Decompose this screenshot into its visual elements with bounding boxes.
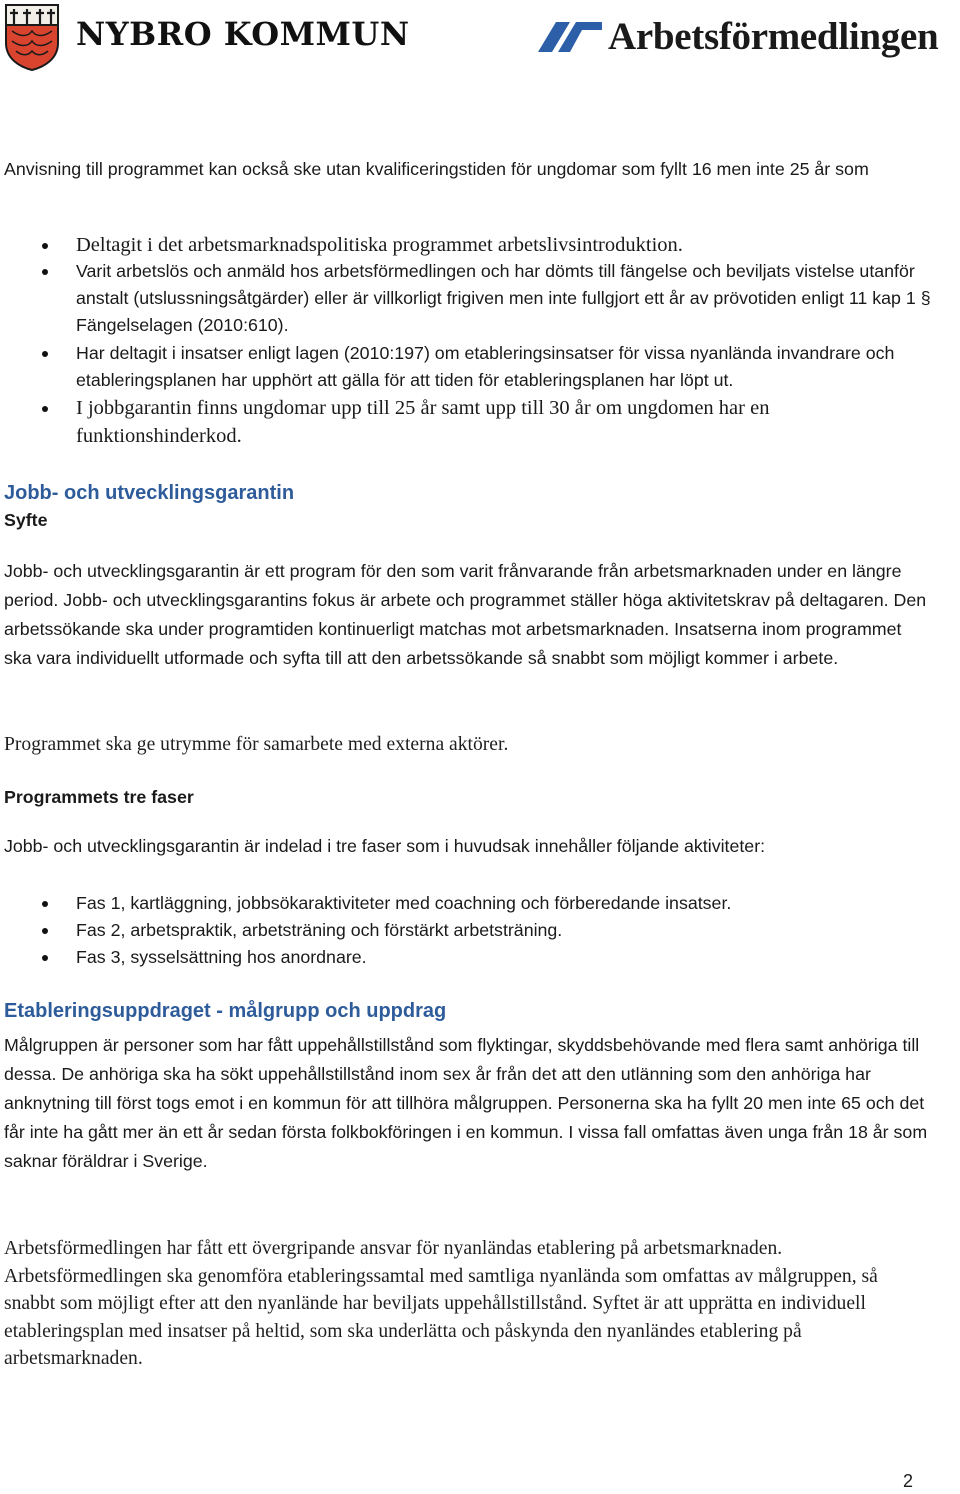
- jobb-serif-paragraph: Programmet ska ge utrymme för samarbete med externa aktörer.: [4, 734, 509, 755]
- phases-heading: Programmets tre faser: [4, 787, 194, 807]
- list-item: I jobbgarantin finns ungdomar upp till 25 år samt upp till 30 år om ungdomen har en funktionshinderkod.: [4, 394, 934, 450]
- phases-heading-block: [4, 787, 934, 808]
- section-heading: Etableringsuppdraget - målgrupp och uppdrag: [4, 1000, 447, 1022]
- phases-list-block: [4, 890, 934, 972]
- jobb-paragraph: Jobb- och utvecklingsgarantin är ett program för den som varit frånvarande från arbetsmarknaden under en längre period. Jobb- och utvecklingsgarantins fokus är arbete och programmet ställer höga aktivitetskrav på deltagaren. Den arbetssökande ska under programtiden kontinuerligt matchas mot arbetsmarknaden. Insatserna inom programmet ska vara individuellt utformade och syfta till att den arbetssökande så snabbt som möjligt kommer i arbete.: [4, 561, 927, 668]
- intro-list-section: [4, 231, 934, 450]
- list-item: Har deltagit i insatser enligt lagen (2010:197) om etableringsinsatser för vissa nyanlända invandrare och etableringsplanen har upphört att gälla för att tiden för etableringsplanen har löpt ut.: [4, 340, 934, 394]
- list-item: Fas 3, sysselsättning hos anordnare.: [4, 944, 934, 971]
- arbetsformedlingen-logo: [536, 8, 938, 64]
- etablering-paragraph: Målgruppen är personer som har fått uppehållstillstånd som flyktingar, skyddsbehövande med flera samt anhöriga till dessa. De anhöriga ska ha sökt uppehållstillstånd inom sex år från det att den utlänning som den anhöriga har anknytning till först togs emot i en kommun för att tillhöra målgruppen. Personerna ska ha fyllt 20 men inte 65 och det får inte ha gått mer än ett år sedan första folkbokföringen i en kommun. I vissa fall omfattas även unga från 18 år som saknar föräldrar i Sverige.: [4, 1035, 928, 1171]
- phases-intro: Jobb- och utvecklingsgarantin är indelad i tre faser som i huvudsak innehåller följande aktiviteter:: [4, 836, 766, 856]
- intro-bullet-list: [4, 231, 934, 450]
- etablering-paragraph-block: [4, 1031, 934, 1176]
- section-heading: Jobb- och utvecklingsgarantin: [4, 482, 295, 504]
- list-item: Varit arbetslös och anmäld hos arbetsförmedlingen och har dömts till fängelse och beviljats vistelse utanför anstalt (utslussningsåtgärder) eller är villkorligt frigiven men inte fullgjort ett år av prövotiden enligt 11 kap 1 § Fängelselagen (2010:610).: [4, 258, 934, 340]
- nybro-kommun-wordmark: NYBRO KOMMUN: [76, 15, 410, 53]
- etablering-serif-block: [4, 1235, 934, 1373]
- page-number: 2: [903, 1471, 914, 1491]
- phases-list: [4, 890, 934, 972]
- intro-text: Anvisning till programmet kan också ske utan kvalificeringstiden för ungdomar som fyllt 16 men inte 25 år som: [4, 159, 869, 179]
- jobb-serif-block: [4, 731, 934, 759]
- subheading-syfte: Syfte: [4, 510, 48, 530]
- list-item: Fas 2, arbetspraktik, arbetsträning och förstärkt arbetsträning.: [4, 917, 934, 944]
- arbetsformedlingen-wordmark: Arbetsförmedlingen: [608, 14, 939, 58]
- jobb-section: [4, 482, 934, 531]
- nybro-kommun-logo: [4, 2, 410, 72]
- list-item: Deltagit i det arbetsmarknadspolitiska programmet arbetslivsintroduktion.: [4, 231, 934, 259]
- etablering-section: [4, 1000, 934, 1023]
- phases-intro-block: [4, 832, 934, 861]
- list-item: Fas 1, kartläggning, jobbsökaraktiviteter med coachning och förberedande insatser.: [4, 890, 934, 917]
- intro-section: [4, 155, 934, 184]
- jobb-paragraph-block: [4, 557, 934, 673]
- arbetsformedlingen-swoosh-icon: [536, 16, 604, 56]
- etablering-serif-paragraph: Arbetsförmedlingen har fått ett övergripande ansvar för nyanländas etablering på arbetsmarknaden. Arbetsförmedlingen ska genomföra etableringssamtal med samtliga nyanlända som omfattas av målgruppen, så snabbt som möjligt efter att den nyanlände har beviljats uppehållstillstånd. Syftet är att upprätta en individuell etableringsplan med insatser på heltid, som ska underlätta och påskynda den nyanländes etablering på arbetsmarknaden.: [4, 1238, 878, 1369]
- nybro-crest-icon: [4, 3, 60, 71]
